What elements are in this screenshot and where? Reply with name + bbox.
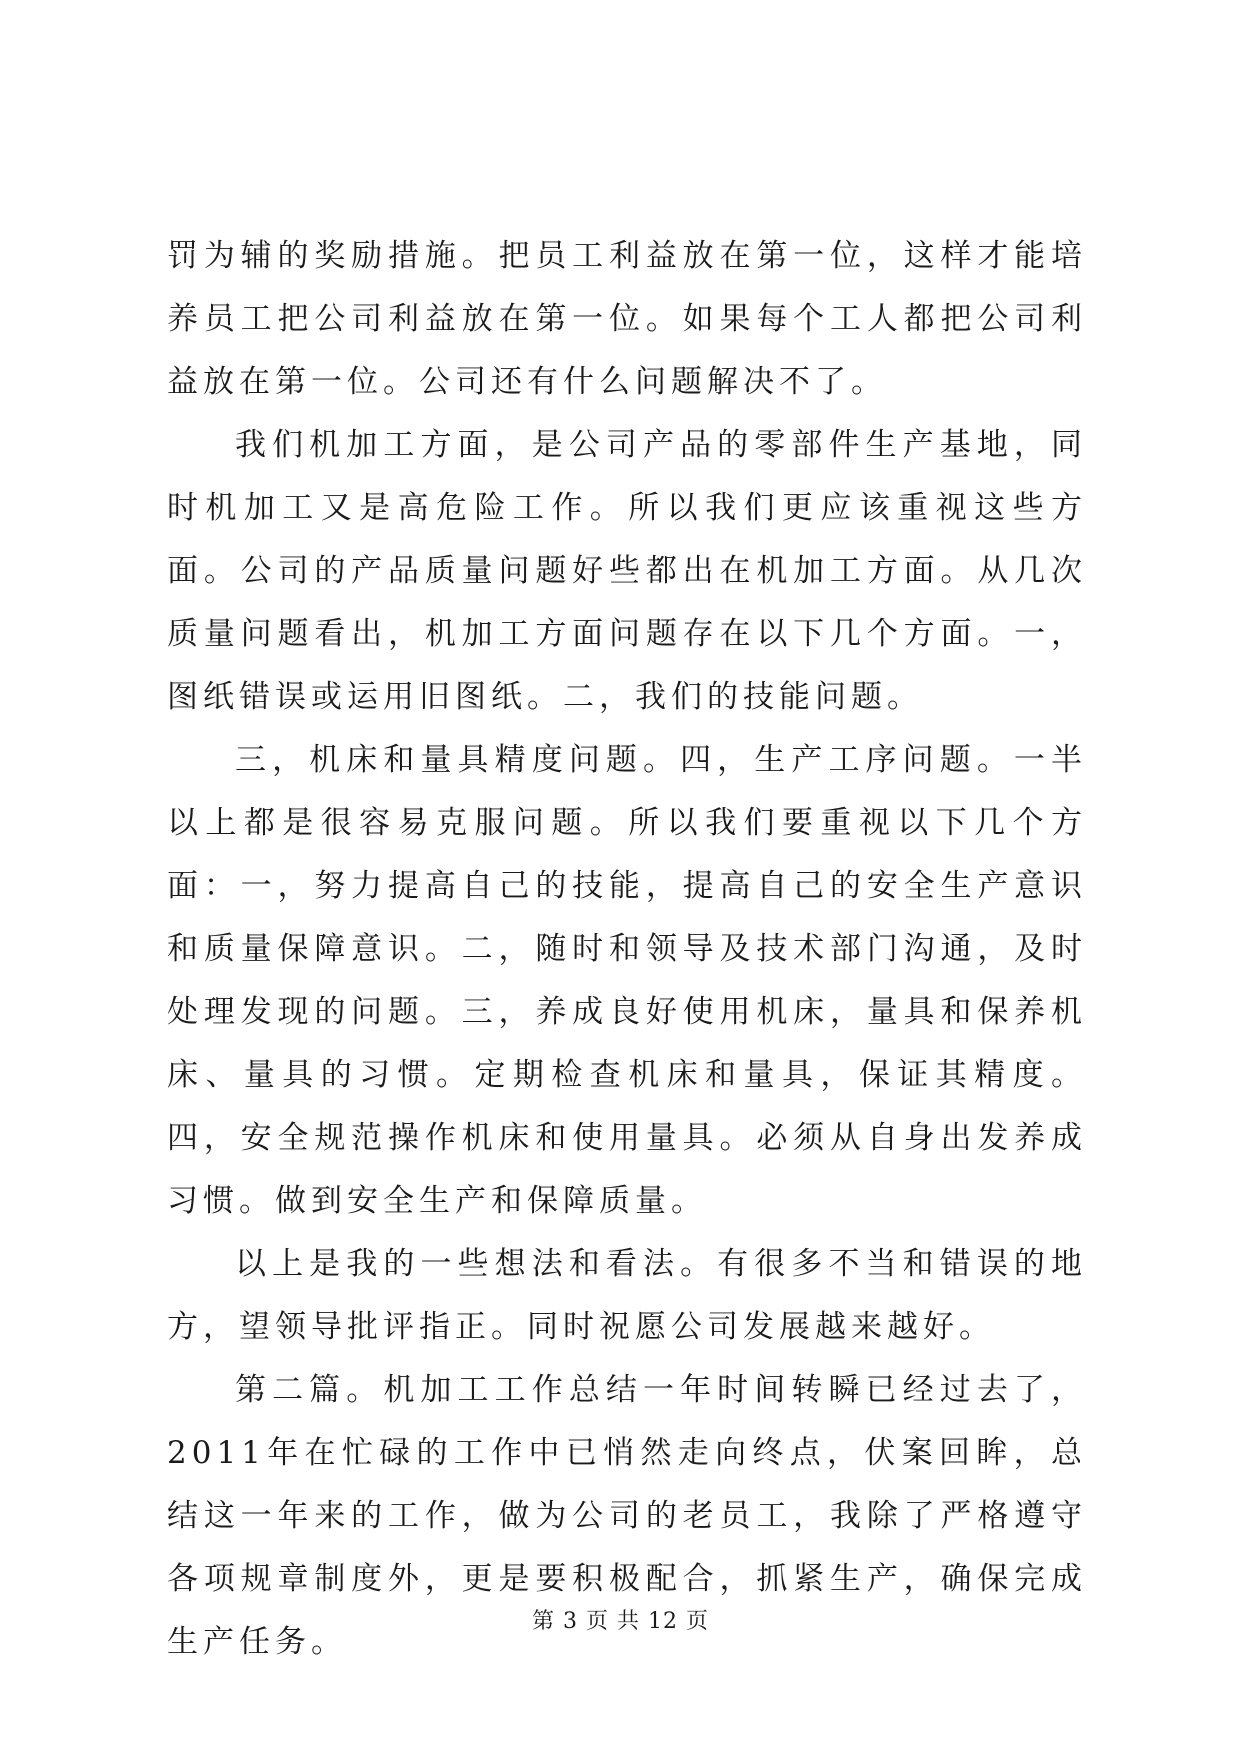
paragraph-second-article: 第二篇。机加工工作总结一年时间转瞬已经过去了，2011年在忙碌的工作中已悄然走向终点，伏案回眸，总结这一年来的工作，做为公司的老员工，我除了严格遵守各项规章制度外，更是要积极配合，抓紧生产，确保完成生产任务。	[167, 1372, 1087, 1660]
paragraph-closing-remarks: 以上是我的一些想法和看法。有很多不当和错误的地方，望领导批评指正。同时祝愿公司发展越来越好。	[167, 1246, 1087, 1345]
document-body	[167, 225, 1087, 1674]
paragraph-issues-and-measures: 三，机床和量具精度问题。四，生产工序问题。一半以上都是很容易克服问题。所以我们要重视以下几个方面：一，努力提高自己的技能，提高自己的安全生产意识和质量保障意识。二，随时和领导及技术部门沟通，及时处理发现的问题。三，养成良好使用机床，量具和保养机床、量具的习惯。定期检查机床和量具，保证其精度。四，安全规范操作机床和使用量具。必须从自身出发养成习惯。做到安全生产和保障质量。	[167, 742, 1087, 1219]
paragraph-continuation: 罚为辅的奖励措施。把员工利益放在第一位，这样才能培养员工把公司利益放在第一位。如果每个工人都把公司利益放在第一位。公司还有什么问题解决不了。	[167, 238, 1087, 400]
paragraph-machining-overview: 我们机加工方面，是公司产品的零部件生产基地，同时机加工又是高危险工作。所以我们更应该重视这些方面。公司的产品质量问题好些都出在机加工方面。从几次质量问题看出，机加工方面问题存在以下几个方面。一，图纸错误或运用旧图纸。二，我们的技能问题。	[167, 427, 1087, 715]
page-number-footer: 第 3 页 共 12 页	[532, 1609, 709, 1634]
